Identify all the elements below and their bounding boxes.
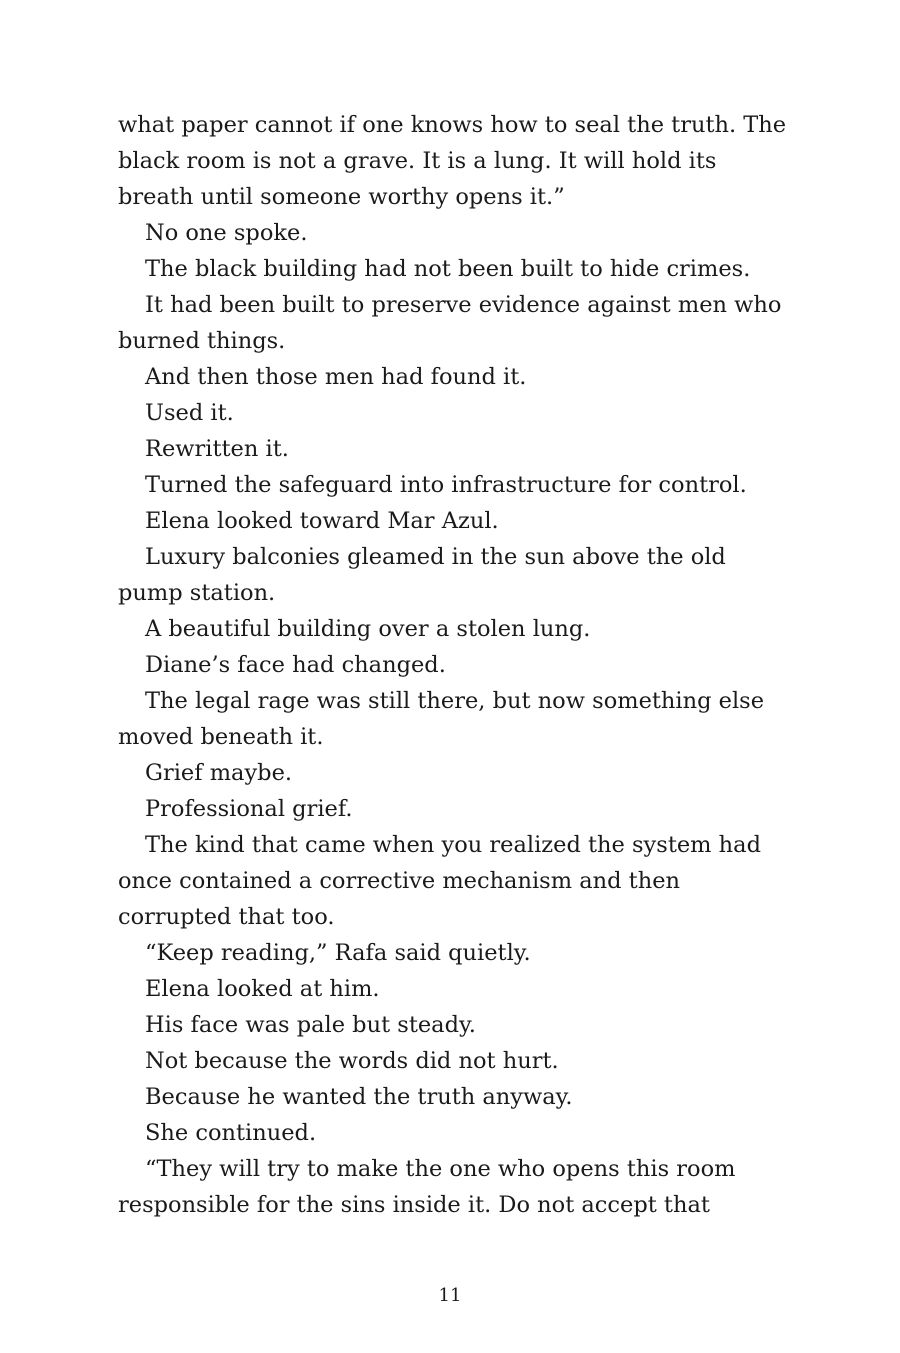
paragraph: “They will try to make the one who opens this room responsible for the sins inside it. Do not accept that (118, 1156, 736, 1218)
page-number: 11 (438, 1285, 462, 1306)
paragraph: The legal rage was still there, but now something else moved beneath it. (118, 688, 765, 750)
paragraph: “Keep reading,” Rafa said quietly. (145, 940, 531, 966)
paragraph: It had been built to preserve evidence against men who burned things. (118, 292, 782, 354)
paragraph: The black building had not been built to hide crimes. (145, 256, 751, 282)
paragraph: Elena looked toward Mar Azul. (145, 508, 499, 534)
paragraph: Rewritten it. (145, 436, 289, 462)
paragraph: Luxury balconies gleamed in the sun above the old pump station. (118, 544, 726, 606)
paragraph: A beautiful building over a stolen lung. (145, 616, 591, 642)
paragraph: Turned the safeguard into infrastructure for control. (145, 472, 747, 498)
paragraph: Used it. (145, 400, 234, 426)
paragraph: The kind that came when you realized the system had once contained a corrective mechanism and then corrupted that too. (118, 832, 761, 930)
paragraph: Not because the words did not hurt. (145, 1048, 559, 1074)
body-text (118, 107, 790, 1223)
paragraph: Because he wanted the truth anyway. (145, 1084, 573, 1110)
paragraph: She continued. (145, 1120, 317, 1146)
paragraph: And then those men had found it. (145, 364, 527, 390)
paragraph: Professional grief. (145, 796, 353, 822)
paragraph: His face was pale but steady. (145, 1012, 476, 1038)
paragraph: what paper cannot if one knows how to seal the truth. The black room is not a grave. It is a lung. It will hold its breath until someone worthy opens it.” (118, 112, 787, 210)
paragraph: No one spoke. (145, 220, 308, 246)
paragraph: Diane’s face had changed. (145, 652, 446, 678)
paragraph: Elena looked at him. (145, 976, 380, 1002)
paragraph: Grief maybe. (145, 760, 293, 786)
